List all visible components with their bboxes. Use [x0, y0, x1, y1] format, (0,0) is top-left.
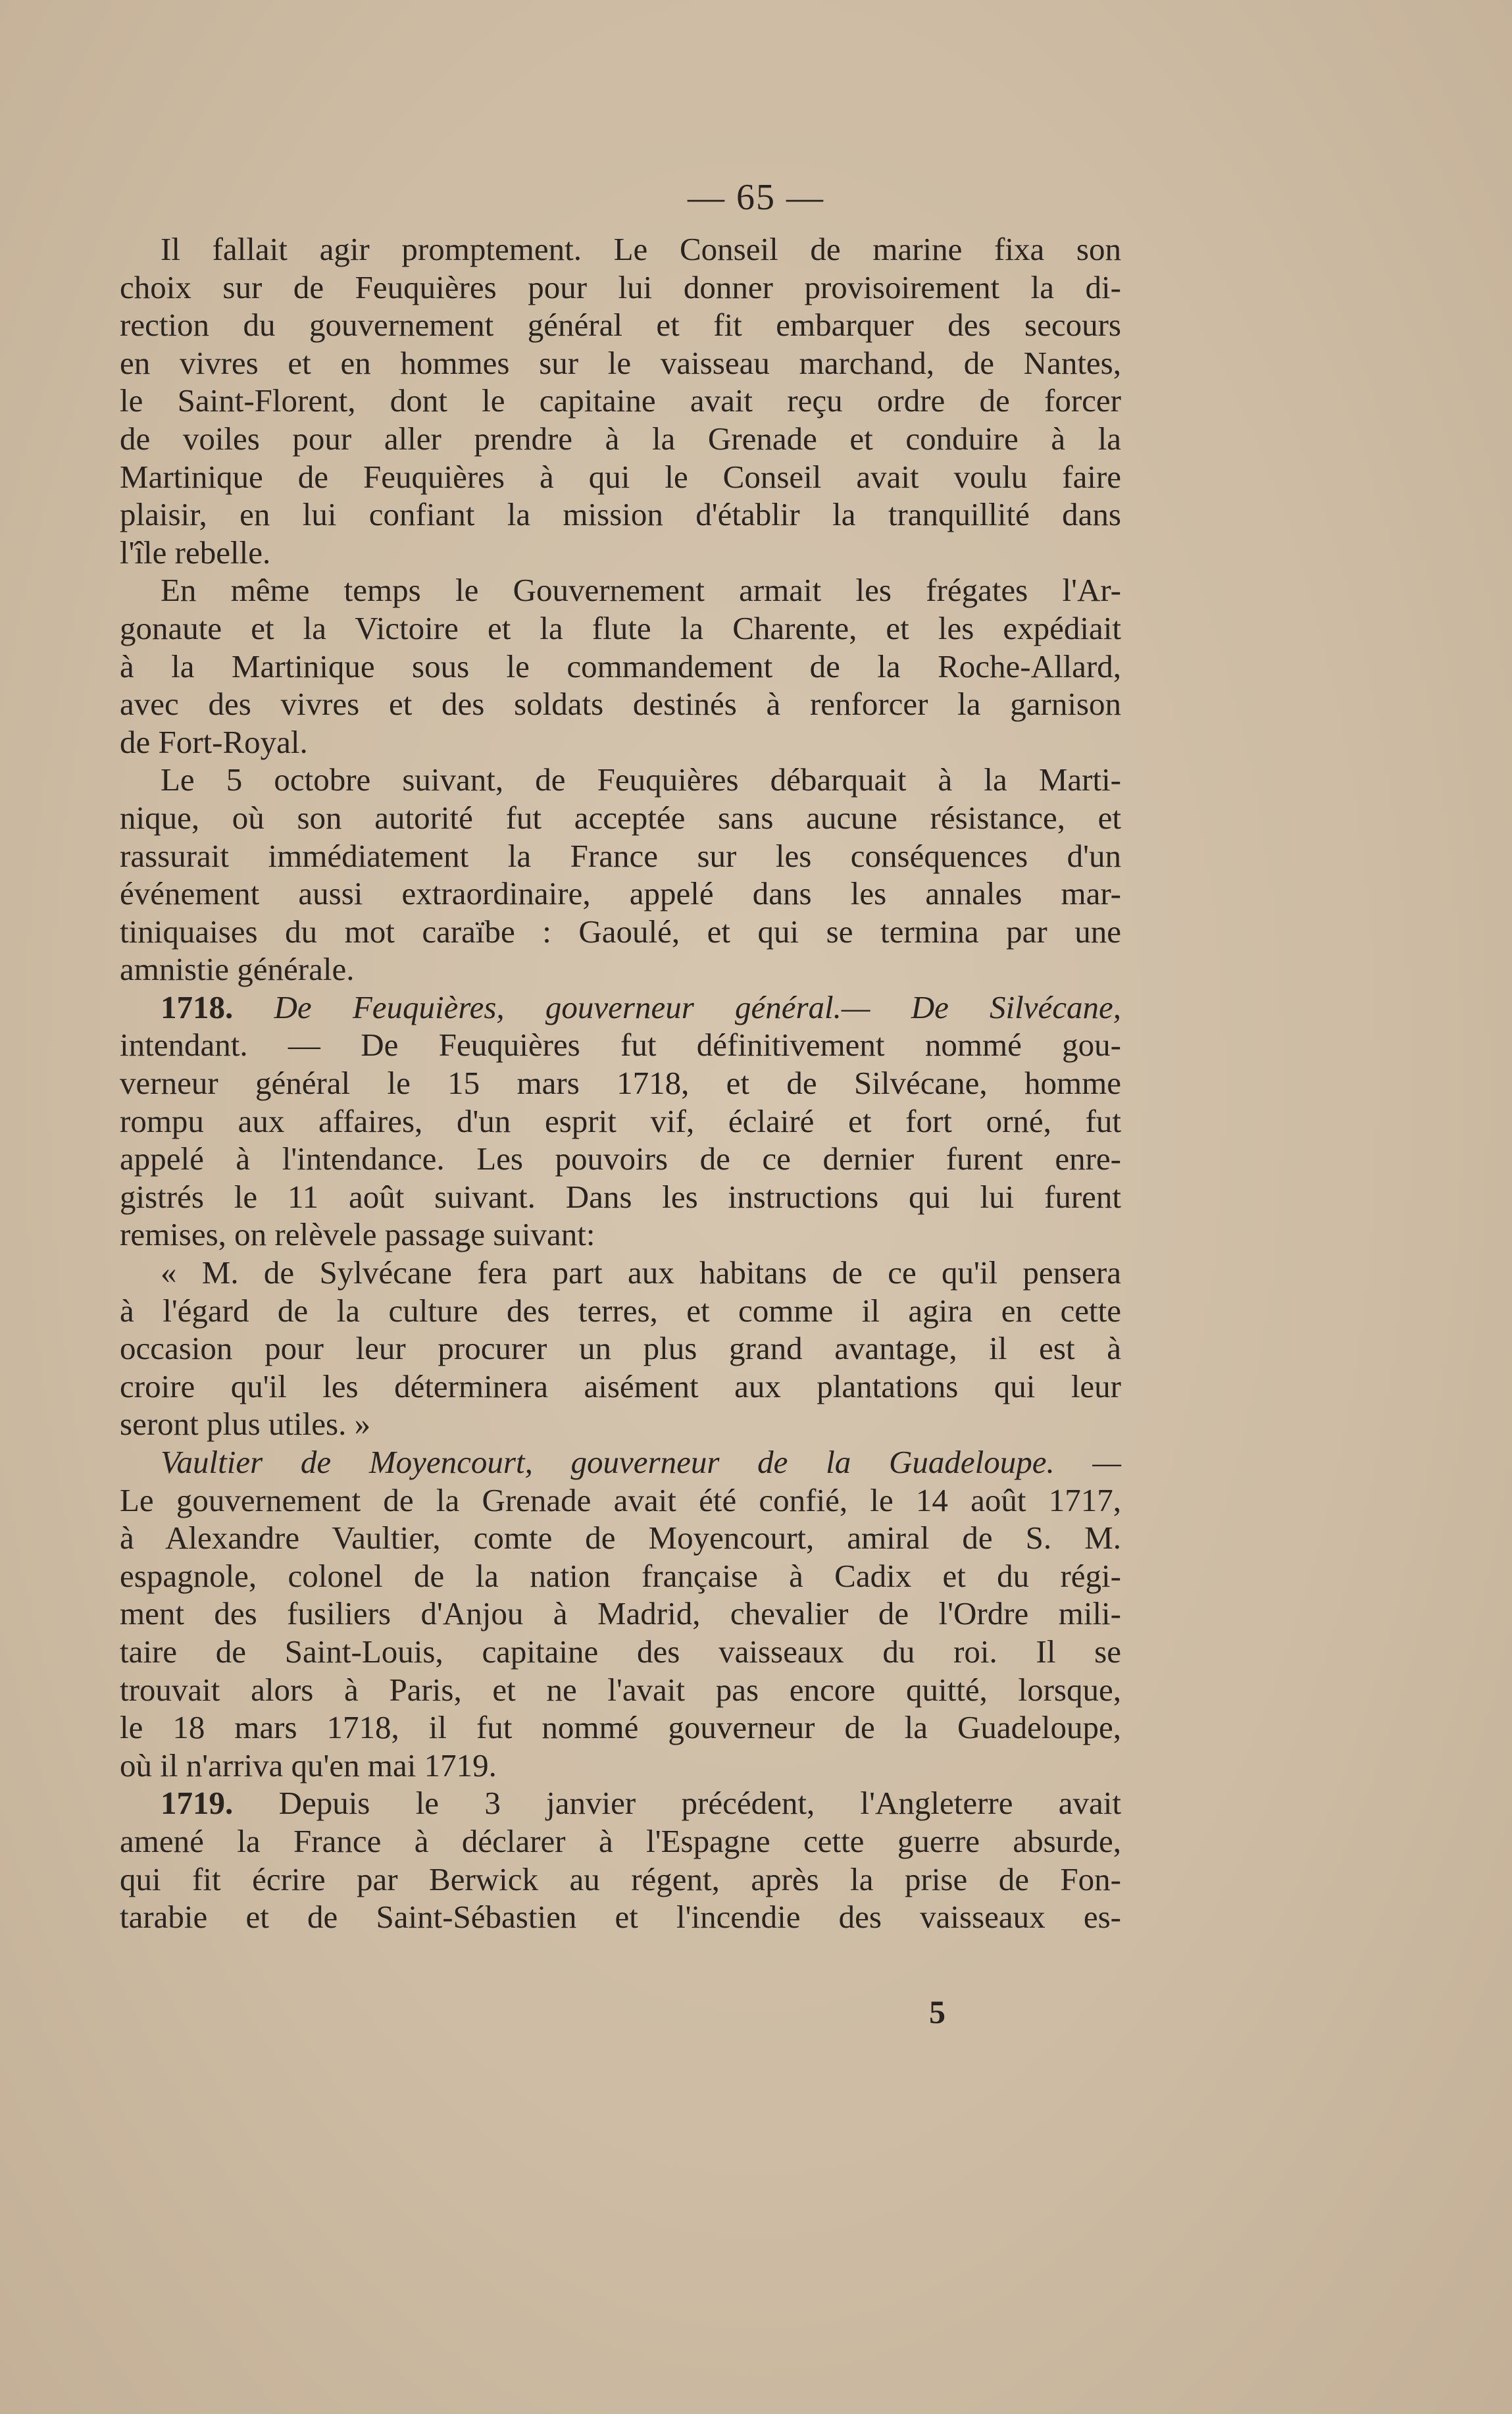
- signature-mark: 5: [929, 1993, 945, 2030]
- text-line: [120, 799, 1121, 837]
- text-line: [120, 1708, 1121, 1747]
- text-line: [120, 648, 1121, 686]
- line-text: Vaultier de Moyencourt, gouverneur de la Guadeloupe. —: [161, 1444, 1121, 1480]
- text-line: [120, 837, 1121, 875]
- line-text: à l'égard de la culture des terres, et comme il agira en cette: [120, 1292, 1121, 1329]
- page-number: — 65 —: [688, 177, 824, 218]
- line-text: De Feuquières, gouverneur général.— De Silvécane,: [274, 989, 1122, 1025]
- text-line: [120, 723, 1121, 761]
- text-line: [120, 458, 1121, 496]
- line-text: le 18 mars 1718, il fut nommé gouverneur de la Guadeloupe,: [120, 1709, 1121, 1746]
- line-text: ment des fusiliers d'Anjou à Madrid, chevalier de l'Ordre mili-: [120, 1595, 1121, 1632]
- text-line: [120, 571, 1121, 609]
- line-text: à la Martinique sous le commandement de la Roche-Allard,: [120, 648, 1121, 684]
- text-line: [120, 875, 1121, 913]
- line-text: amené la France à déclarer à l'Espagne cette guerre absurde,: [120, 1822, 1121, 1859]
- text-line: [120, 1633, 1121, 1671]
- text-line: [120, 420, 1121, 458]
- line-text: tarabie et de Saint-Sébastien et l'incendie des vaisseaux es-: [120, 1899, 1121, 1936]
- text-line: [120, 1178, 1121, 1216]
- line-text: Martinique de Feuquières à qui le Conseil avait voulu faire: [120, 458, 1121, 495]
- line-text: intendant. — De Feuquières fut définitivement nommé gou-: [120, 1027, 1121, 1064]
- line-text: de voiles pour aller prendre à la Grenade et conduire à la: [120, 420, 1121, 457]
- line-text: espagnole, colonel de la nation française à Cadix et du régi-: [120, 1557, 1121, 1594]
- text-line: [120, 1329, 1121, 1368]
- line-text: rection du gouvernement général et fit embarquer des secours: [120, 307, 1121, 344]
- text-line: [120, 609, 1121, 648]
- text-line: [120, 1519, 1121, 1557]
- line-text: gonaute et la Victoire et la flute la Charente, et les expédiait: [120, 609, 1121, 646]
- line-text: verneur général le 15 mars 1718, et de Silvécane, homme: [120, 1065, 1121, 1102]
- text-line: [120, 1026, 1121, 1064]
- line-text: croire qu'il les déterminera aisément aux plantations qui leur: [120, 1368, 1121, 1404]
- text-line: [120, 230, 1121, 269]
- text-line: [120, 1292, 1121, 1330]
- line-text: rompu aux affaires, d'un esprit vif, éclairé et fort orné, fut: [120, 1102, 1121, 1139]
- line-text: de Fort-Royal.: [120, 723, 308, 760]
- text-line: [120, 269, 1121, 307]
- line-text: plaisir, en lui confiant la mission d'établir la tranquillité dans: [120, 496, 1121, 533]
- text-line: [120, 1102, 1121, 1141]
- text-line: [120, 1747, 1121, 1785]
- line-text: trouvait alors à Paris, et ne l'avait pas encore quitté, lorsque,: [120, 1671, 1121, 1708]
- line-text: remises, on relèvele passage suivant:: [120, 1216, 595, 1253]
- line-text: à Alexandre Vaultier, comte de Moyencourt, amiral de S. M.: [120, 1520, 1121, 1556]
- line-text: qui fit écrire par Berwick au régent, après la prise de Fon-: [120, 1861, 1121, 1897]
- line-text: en vivres et en hommes sur le vaisseau marchand, de Nantes,: [120, 344, 1121, 381]
- text-line: [120, 761, 1121, 799]
- body-text: [120, 230, 1121, 1936]
- line-text: Le 5 octobre suivant, de Feuquières débarquait à la Marti-: [161, 761, 1121, 798]
- text-line: [120, 1254, 1121, 1292]
- line-text: Il fallait agir promptement. Le Conseil de marine fixa son: [161, 231, 1121, 267]
- text-line: [120, 1671, 1121, 1709]
- line-text: où il n'arriva qu'en mai 1719.: [120, 1747, 497, 1784]
- text-line: [120, 1898, 1121, 1936]
- line-text: En même temps le Gouvernement armait les frégates l'Ar-: [161, 572, 1121, 609]
- line-text: « M. de Sylvécane fera part aux habitans de ce qu'il pensera: [161, 1254, 1121, 1291]
- text-line: [120, 1443, 1121, 1481]
- text-line: [120, 1064, 1121, 1102]
- year-heading: 1718.: [161, 989, 234, 1025]
- text-line: [120, 1216, 1121, 1254]
- text-line: [120, 534, 1121, 572]
- line-text: gistrés le 11 août suivant. Dans les instructions qui lui furent: [120, 1178, 1121, 1215]
- text-line: [120, 1822, 1121, 1861]
- text-line: [120, 1595, 1121, 1633]
- text-line: [120, 306, 1121, 344]
- text-line: [120, 344, 1121, 382]
- line-text: appelé à l'intendance. Les pouvoirs de ce dernier furent enre-: [120, 1141, 1121, 1177]
- text-line: [120, 1861, 1121, 1899]
- text-line: [120, 950, 1121, 989]
- text-line: [120, 989, 1121, 1027]
- line-text: occasion pour leur procurer un plus grand avantage, il est à: [120, 1330, 1121, 1367]
- line-text: événement aussi extraordinaire, appelé dans les annales mar-: [120, 875, 1121, 912]
- text-line: [120, 1405, 1121, 1443]
- line-text: Depuis le 3 janvier précédent, l'Angleterre avait: [278, 1785, 1121, 1822]
- line-text: amnistie générale.: [120, 951, 355, 988]
- text-line: [120, 913, 1121, 951]
- line-text: taire de Saint-Louis, capitaine des vaisseaux du roi. Il se: [120, 1633, 1121, 1670]
- line-text: avec des vivres et des soldats destinés à renforcer la garnison: [120, 686, 1121, 723]
- year-heading: 1719.: [161, 1785, 234, 1822]
- line-text: tiniquaises du mot caraïbe : Gaoulé, et qui se termina par une: [120, 913, 1121, 950]
- text-line: [120, 1481, 1121, 1520]
- line-text: seront plus utiles. »: [120, 1406, 371, 1443]
- line-text: le Saint-Florent, dont le capitaine avait reçu ordre de forcer: [120, 382, 1121, 419]
- text-line: [120, 496, 1121, 534]
- line-text: Le gouvernement de la Grenade avait été confié, le 14 août 1717,: [120, 1481, 1121, 1518]
- line-text: rassurait immédiatement la France sur les conséquences d'un: [120, 837, 1121, 874]
- text-line: [120, 1368, 1121, 1406]
- line-text: l'île rebelle.: [120, 534, 271, 571]
- text-line: [120, 1557, 1121, 1595]
- text-line: [120, 685, 1121, 723]
- line-text: nique, où son autorité fut acceptée sans aucune résistance, et: [120, 799, 1121, 836]
- text-line: [120, 382, 1121, 420]
- text-line: [120, 1784, 1121, 1822]
- line-text: choix sur de Feuquières pour lui donner provisoirement la di-: [120, 269, 1121, 305]
- text-line: [120, 1140, 1121, 1178]
